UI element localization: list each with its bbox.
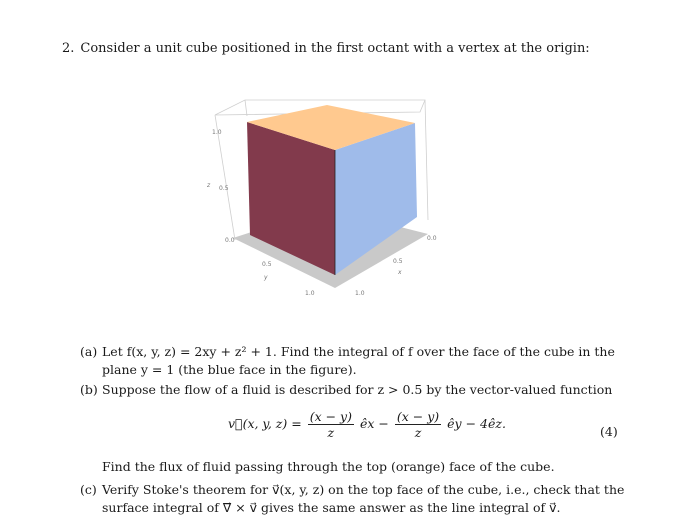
z-tick-bottom: 0.0: [225, 237, 235, 244]
fraction-2-denominator: z: [414, 425, 422, 440]
part-a: [80, 343, 640, 379]
part-c: [80, 481, 640, 517]
z-axis-label: z: [207, 182, 211, 189]
z-tick-top: 1.0: [212, 129, 222, 136]
part-b-label: (b): [80, 382, 98, 397]
problem-number: 2.: [62, 41, 75, 56]
part-a-label: (a): [80, 344, 98, 359]
z-tick-mid: 0.5: [219, 185, 229, 192]
y-tick-far: 1.0: [305, 290, 315, 297]
part-b-text: Suppose the flow of a fluid is described for z > 0.5 by the vector-valued function: [102, 382, 613, 397]
part-b-followup: Find the flux of fluid passing through the top (orange) face of the cube.: [102, 459, 555, 474]
unit-vector-yz: êy − 4êz.: [447, 416, 506, 431]
fraction-2-numerator: (x − y): [396, 409, 440, 424]
part-c-line2: surface integral of ∇⃗ × v⃗ gives the same answer as the line integral of v⃗.: [102, 500, 561, 515]
y-axis-label: y: [264, 274, 268, 281]
part-c-line1: Verify Stoke's theorem for v⃗(x, y, z) on the top face of the cube, i.e., check that the: [102, 482, 625, 497]
x-tick-near: 1.0: [355, 290, 365, 297]
x-axis-label: x: [398, 269, 402, 276]
velocity-equation: [228, 409, 506, 440]
y-tick-mid: 0.5: [262, 261, 272, 268]
part-c-label: (c): [80, 482, 97, 497]
fraction-1-denominator: z: [327, 425, 335, 440]
problem-statement: Consider a unit cube positioned in the first octant with a vertex at the origin:: [80, 41, 590, 56]
x-tick-mid: 0.5: [393, 258, 403, 265]
part-a-line1: Let f(x, y, z) = 2xy + z² + 1. Find the integral of f over the face of the cube in the: [102, 344, 615, 359]
cube-figure: [195, 90, 445, 305]
part-a-line2: plane y = 1 (the blue face in the figure).: [102, 362, 357, 377]
fraction-2: [395, 409, 441, 440]
unit-vector-x: êx −: [359, 416, 389, 431]
problem-heading: [62, 41, 590, 56]
equation-lhs: v⃗(x, y, z) =: [228, 416, 302, 431]
equation-number: (4): [600, 424, 618, 439]
fraction-1-numerator: (x − y): [309, 409, 352, 424]
fraction-1: [308, 409, 354, 440]
x-tick-far: 0.0: [427, 235, 437, 242]
part-b: [80, 381, 640, 399]
